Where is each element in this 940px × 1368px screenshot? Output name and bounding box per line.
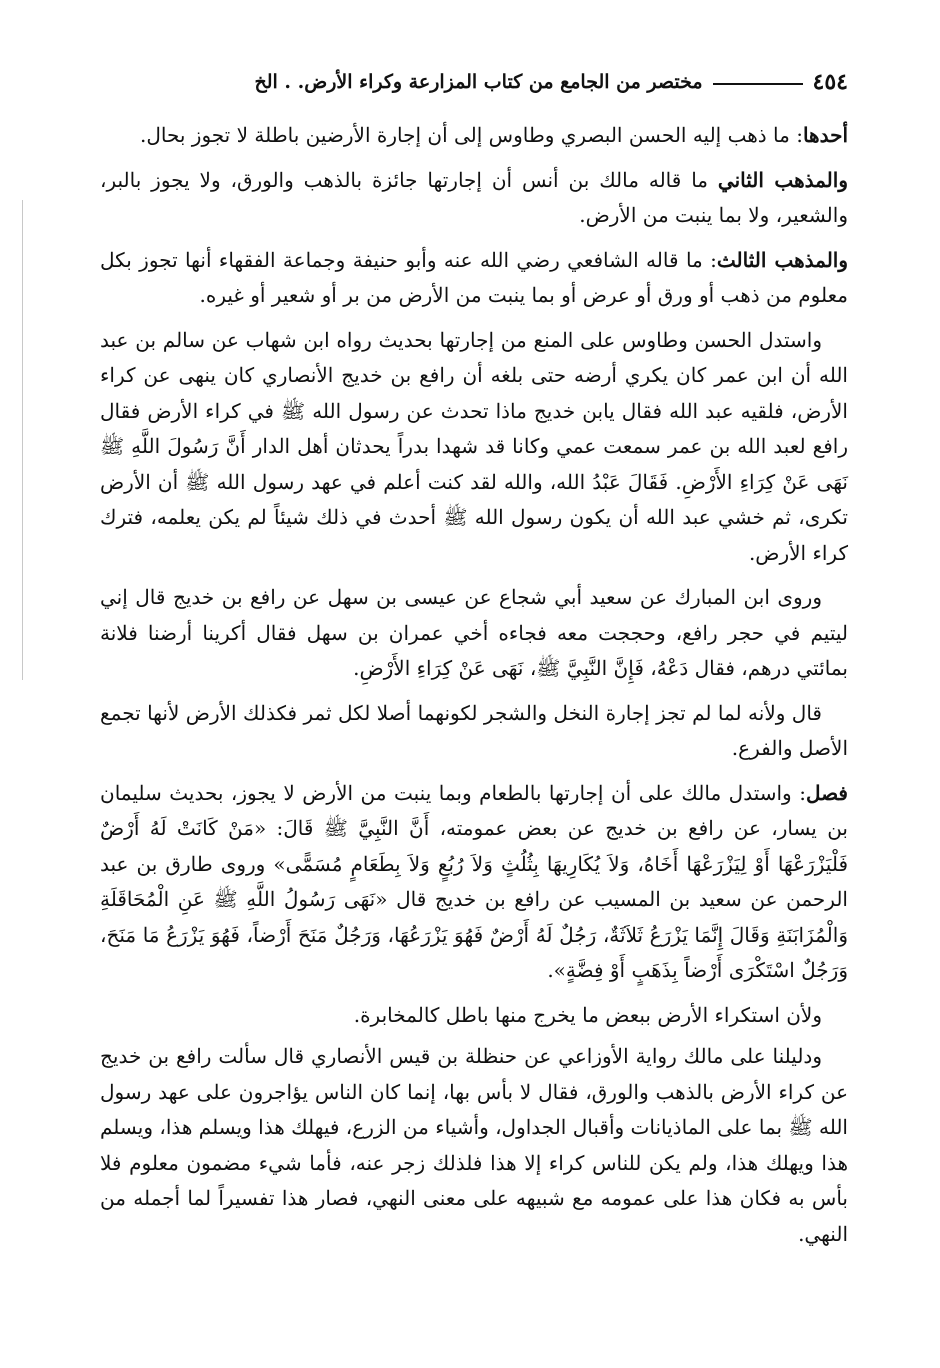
- paragraph-text: ما قاله مالك بن أنس أن إجارتها جائزة بالذهب والورق، ولا يجوز بالبر، والشعير، ولا بما ينبت من الأرض.: [100, 167, 848, 227]
- paragraph: [100, 776, 848, 989]
- paragraph: [100, 580, 848, 687]
- running-header: [100, 64, 848, 100]
- scan-artifact-line: [22, 200, 23, 680]
- paragraph-lead: والمذهب الثاني: [717, 167, 848, 192]
- paragraph-text: ولأن استكراء الأرض ببعض ما يخرج منها باطل كالمخابرة.: [353, 1002, 822, 1027]
- paragraph: [100, 1039, 848, 1252]
- header-rule: [713, 83, 803, 85]
- paragraph-lead: أحدها: [802, 123, 848, 147]
- page-number: ٤٥٤: [812, 69, 848, 95]
- paragraph-text: وروى ابن المبارك عن سعيد أبي شجاع عن عيسى بن سهل عن رافع بن خديج قال إني ليتيم في حجر رافع، وحججت معه فجاءه أخي عمران بن سهل فقال أكرينا أرضنا فلانة بمائتي درهم، فقال دَعْهُ، فَإِنَّ النَّبِيَّ ﷺ، نَهَى عَنْ كِرَاءِ الأَرْضِ.: [100, 585, 848, 680]
- body-text: [100, 118, 848, 1261]
- paragraph-text: : ما قاله الشافعي رضي الله عنه وأبو حنيفة وجماعة الفقهاء أنها تجوز بكل معلوم من ذهب أو ورق أو عرض أو بما ينبت من الأرض من بر أو شعير أو غيره.: [100, 247, 848, 307]
- paragraph-lead: فصل: [805, 780, 848, 805]
- paragraph-text: : ما ذهب إليه الحسن البصري وطاوس إلى أن إجارة الأرضين باطلة لا تجوز بحال.: [139, 123, 803, 147]
- paragraph: [100, 323, 848, 572]
- paragraph-text: : واستدل مالك على أن إجارتها بالطعام وبما ينبت من الأرض لا يجوز، بحديث سليمان بن يسار، عن رافع بن خديج عن بعض عمومته، أَنَّ النَّبِيَّ ﷺ قَالَ: «مَنْ كَانَتْ لَهُ أَرْضٌ فَلْيَزْرَعْهَا أَوْ لِيَزْرَعْهَا أَخَاهُ، وَلاَ يُكَارِيهَا بِثُلُثٍ وَلاَ رُبُعٍ وَلاَ بِطَعَامٍ مُسَمًّى» وروى طارق بن عبد الرحمن عن سعيد بن المسيب عن رافع بن خديج قال «نَهَى رَسُولُ اللَّهِ ﷺ عَنِ الْمُحَاقَلَةِ وَالْمُزَابَنَةِ وَقَالَ إِنَّمَا يَزْرَعُ ثَلاَثَةٌ، رَجُلٌ لَهُ أَرْضٌ فَهُوَ يَزْرَعُهَا، وَرَجُلٌ مَنَحَ أَرْضاً، فَهُوَ يَزْرَعُ مَا مَنَحَ، وَرَجُلٌ اسْتَكْرَى أَرْضاً بِذَهَبٍ أَوْ فِضَّةٍ».: [100, 780, 848, 982]
- paragraph-text: قال ولأنه لما لم تجز إجارة النخل والشجر لكونهما أصلا لكل ثمر فكذلك الأرض لأنها تجمع الأصل والفرع.: [100, 700, 848, 760]
- paragraph: [100, 998, 848, 1034]
- paragraph-lead: والمذهب الثالث: [716, 247, 848, 272]
- paragraph: [100, 243, 848, 314]
- paragraph-text: واستدل الحسن وطاوس على المنع من إجارتها بحديث رواه ابن شهاب عن سالم بن عبد الله أن ابن عمر كان يكري أرضه حتى بلغه أن رافع بن خديج الأنصاري كان ينهى عن كراء الأرض، فلقيه عبد الله فقال يابن خديج ماذا تحدث عن رسول الله ﷺ في كراء الأرض فقال رافع لعبد الله بن عمر سمعت عمي وكانا قد شهدا بدراً يحدثان أهل الدار أَنَّ رَسُولَ اللَّهِ ﷺ نَهَى عَنْ كِرَاءِ الأَرْضِ. فَقَالَ عَبْدُ الله، والله لقد كنت أعلم في عهد رسول الله ﷺ أن الأرض تكرى، ثم خشي عبد الله أن يكون رسول الله ﷺ أحدث في ذلك شيئاً لم يكن يعلمه، فترك كراء الأرض.: [100, 327, 848, 565]
- paragraph: [100, 696, 848, 767]
- running-title: مختصر من الجامع من كتاب المزارعة وكراء الأرض. . الخ: [254, 71, 703, 93]
- paragraph-text: ودليلنا على مالك رواية الأوزاعي عن حنظلة بن قيس الأنصاري قال سألت رافع بن خديج عن كراء الأرض بالذهب والورق، فقال لا بأس بها، إنما كان الناس يؤاجرون على عهد رسول الله ﷺ بما على الماذيانات وأقبال الجداول، وأشياء من الزرع، فيهلك هذا ويسلم هذا، ويسلم هذا ويهلك هذا، ولم يكن للناس كراء إلا هذا فلذلك زجر عنه، فأما شيء مضمون معلوم فلا بأس به فكان هذا على عمومه مع شبيهه على معنى النهي، فصار هذا تفسيراً لما أجمله من النهي.: [100, 1044, 848, 1246]
- paragraph: [100, 163, 848, 234]
- paragraph: [100, 118, 848, 154]
